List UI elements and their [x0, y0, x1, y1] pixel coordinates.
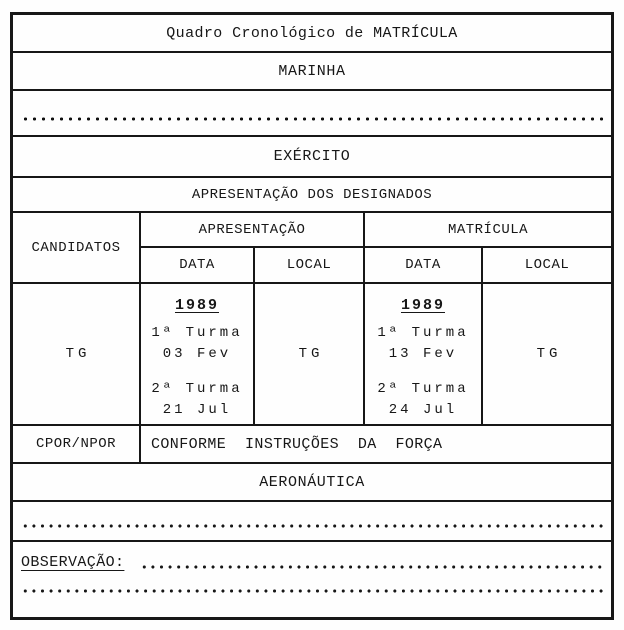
apresentacao-turma1-date: 03 Fev [162, 346, 232, 362]
group-header-row [141, 213, 611, 248]
table-header [13, 213, 611, 284]
page-title: Quadro Cronológico de MATRÍCULA [166, 24, 458, 42]
cpor-npor-label: CPOR/NPOR [13, 426, 141, 462]
observacao-line-1 [21, 554, 603, 571]
section-marinha [13, 53, 611, 91]
matricula-turma1-label: 1ª Turma [377, 325, 469, 341]
marinha-fill-in-row [13, 91, 611, 137]
cpor-npor-value: CONFORME INSTRUÇÕES DA FORÇA [151, 435, 443, 453]
section-exercito-label: EXÉRCITO [273, 148, 351, 165]
title-row [13, 15, 611, 53]
observacao-row [13, 542, 611, 617]
aeronautica-fill-in-row [13, 502, 611, 542]
header-right-group [141, 213, 611, 282]
apresentacao-designados-label: APRESENTAÇÃO DOS DESIGNADOS [191, 186, 433, 203]
matricula-turma2-date: 24 Jul [388, 402, 458, 418]
dotted-line [21, 588, 603, 594]
apresentacao-turma2-date: 21 Jul [162, 402, 232, 418]
observacao-label: OBSERVAÇÃO: [21, 554, 125, 571]
section-aeronautica-label: AERONÁUTICA [259, 473, 365, 491]
cell-matricula-local: TG [536, 346, 562, 362]
matricula-year: 1989 [400, 297, 445, 314]
section-marinha-label: MARINHA [278, 62, 346, 80]
cell-matricula-data [365, 284, 483, 424]
section-apresentacao-designados [13, 178, 611, 213]
header-group-matricula: MATRÍCULA [447, 221, 529, 238]
dotted-line [21, 116, 603, 122]
dotted-line [140, 564, 603, 570]
dotted-line [21, 523, 603, 529]
sub-header-row [141, 248, 611, 282]
cell-apresentacao-data [141, 284, 255, 424]
section-exercito [13, 137, 611, 178]
header-group-apresentacao: APRESENTAÇÃO [141, 213, 365, 246]
header-apresentacao-local: LOCAL [255, 248, 365, 282]
enrollment-form-sheet [10, 12, 614, 620]
apresentacao-year: 1989 [174, 297, 219, 314]
header-matricula-local: LOCAL [524, 257, 570, 273]
cell-apresentacao-local: TG [255, 284, 365, 424]
matricula-turma2-label: 2ª Turma [377, 381, 469, 397]
matricula-turma1-date: 13 Fev [388, 346, 458, 362]
header-candidatos: CANDIDATOS [13, 213, 141, 282]
apresentacao-turma2-label: 2ª Turma [151, 381, 243, 397]
cpor-npor-row [13, 426, 611, 464]
cell-candidatos: TG [13, 284, 141, 424]
header-apresentacao-data: DATA [141, 248, 255, 282]
apresentacao-turma1-label: 1ª Turma [151, 325, 243, 341]
table-row [13, 284, 611, 426]
section-aeronautica [13, 464, 611, 502]
header-matricula-data: DATA [365, 248, 483, 282]
